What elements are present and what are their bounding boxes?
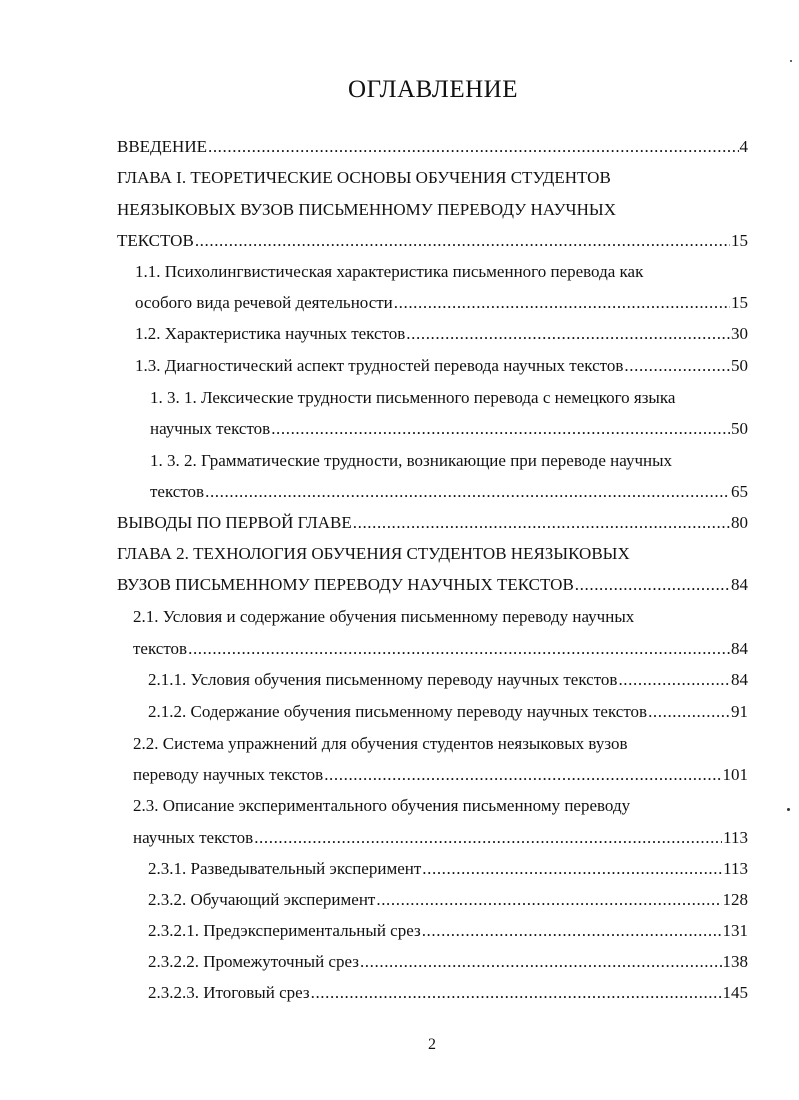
toc-entry-text: 1. 3. 1. Лексические трудности письменного перевода с немецкого языка (150, 388, 676, 407)
toc-entry-text: 2.1.2. Содержание обучения письменному переводу научных текстов (148, 702, 648, 721)
toc-entry-text: 1.1. Психолингвистическая характеристика письменного перевода как (135, 262, 644, 281)
toc-entry-text: ТЕКСТОВ (117, 231, 194, 250)
toc-entry-text: особого вида речевой деятельности (135, 293, 393, 312)
dot-leader (271, 413, 730, 444)
toc-entry-2-3-2-2[interactable] (148, 946, 748, 977)
toc-page-number: 15 (731, 231, 748, 250)
toc-entry-chapter-1-end[interactable] (117, 225, 748, 256)
toc-page-number: 84 (731, 575, 748, 594)
toc-entry-text: научных текстов (133, 828, 254, 847)
dot-leader (422, 853, 722, 884)
toc-entry-introduction[interactable] (117, 131, 748, 162)
toc-entry-text: 2.3.2.3. Итоговый срез (148, 983, 310, 1002)
toc-page-number: 30 (731, 324, 748, 343)
toc-entry-chapter-2-end[interactable] (117, 569, 748, 600)
toc-page-number: 65 (731, 482, 748, 501)
toc-entry-1-3-1[interactable] (150, 382, 748, 413)
toc-page-number: 84 (731, 670, 748, 689)
dot-leader (254, 822, 722, 853)
dot-leader (648, 696, 730, 727)
toc-page-number: 101 (722, 765, 748, 784)
toc-entry-text: НЕЯЗЫКОВЫХ ВУЗОВ ПИСЬМЕННОМУ ПЕРЕВОДУ НАУЧНЫХ (117, 200, 616, 219)
dot-leader (311, 977, 722, 1008)
dot-leader (575, 569, 730, 600)
toc-entry-text: 2.3.2. Обучающий эксперимент (148, 890, 376, 909)
dot-leader (618, 664, 730, 695)
toc-entry-chapter-1-cont[interactable] (117, 194, 748, 225)
toc-page-number: 80 (731, 513, 748, 532)
toc-entry-text: 2.3.1. Разведывательный эксперимент (148, 859, 422, 878)
toc-entry-2-2[interactable] (133, 728, 748, 759)
toc-entry-text: 2.1.1. Условия обучения письменному переводу научных текстов (148, 670, 618, 689)
toc-page-number: 50 (731, 419, 748, 438)
toc-entry-2-3-1[interactable] (148, 853, 748, 884)
toc-entry-text: 2.3.2.1. Предэкспериментальный срез (148, 921, 421, 940)
toc-entry-1-1-end[interactable] (135, 287, 748, 318)
toc-entry-text: 2.3. Описание экспериментального обучения письменному переводу (133, 796, 631, 815)
toc-entry-text: ВУЗОВ ПИСЬМЕННОМУ ПЕРЕВОДУ НАУЧНЫХ ТЕКСТОВ (117, 575, 574, 594)
toc-entry-text: 1.2. Характеристика научных текстов (135, 324, 406, 343)
dot-leader (394, 287, 730, 318)
toc-entry-1-3[interactable] (135, 350, 748, 381)
toc-page-number: 4 (739, 137, 748, 156)
toc-entry-2-1-1[interactable] (148, 664, 748, 695)
toc-page-number: 84 (731, 639, 748, 658)
toc-page-number: 113 (723, 859, 748, 878)
toc-entry-text: научных текстов (150, 419, 271, 438)
toc-entry-2-3[interactable] (133, 790, 748, 821)
toc-entry-text: ГЛАВА I. ТЕОРЕТИЧЕСКИЕ ОСНОВЫ ОБУЧЕНИЯ СТУДЕНТОВ (117, 168, 611, 187)
dot-leader (188, 633, 730, 664)
toc-entry-text: ГЛАВА 2. ТЕХНОЛОГИЯ ОБУЧЕНИЯ СТУДЕНТОВ НЕЯЗЫКОВЫХ (117, 544, 630, 563)
toc-page-number: 145 (722, 983, 748, 1002)
dot-leader (422, 915, 722, 946)
toc-entry-text: текстов (133, 639, 188, 658)
dot-leader (205, 476, 730, 507)
toc-entry-1-2[interactable] (135, 318, 748, 349)
toc-page-number: 15 (731, 293, 748, 312)
toc-entry-2-3-2-1[interactable] (148, 915, 748, 946)
toc-page-number: 138 (722, 952, 748, 971)
toc-entry-2-3-2[interactable] (148, 884, 748, 915)
toc-entry-chapter-2[interactable] (117, 538, 748, 569)
toc-entry-text: ВВЕДЕНИЕ (117, 137, 207, 156)
dot-leader (624, 350, 730, 381)
dot-leader (360, 946, 722, 977)
toc-entry-1-1[interactable] (135, 256, 748, 287)
toc-entry-1-3-1-end[interactable] (150, 413, 748, 444)
toc-entry-text: 2.1. Условия и содержание обучения письменному переводу научных (133, 607, 635, 626)
toc-entry-chapter-1-conclusions[interactable] (117, 507, 748, 538)
dot-leader (324, 759, 721, 790)
toc-entry-2-3-2-3[interactable] (148, 977, 748, 1008)
page-title: ОГЛАВЛЕНИЕ (348, 76, 518, 103)
toc-entry-chapter-1[interactable] (117, 162, 748, 193)
scan-speck (790, 60, 792, 62)
toc-page-number: 128 (722, 890, 748, 909)
dot-leader (353, 507, 730, 538)
dot-leader (195, 225, 730, 256)
toc-entry-text: 1.3. Диагностический аспект трудностей перевода научных текстов (135, 356, 624, 375)
toc-entry-2-2-end[interactable] (133, 759, 748, 790)
toc-entry-2-1-2[interactable] (148, 696, 748, 727)
toc-page-number: 131 (722, 921, 748, 940)
dot-leader (376, 884, 721, 915)
toc-entry-text: текстов (150, 482, 205, 501)
toc-entry-2-1[interactable] (133, 601, 748, 632)
toc-page-number: 50 (731, 356, 748, 375)
toc-entry-1-3-2-end[interactable] (150, 476, 748, 507)
toc-entry-2-1-end[interactable] (133, 633, 748, 664)
toc-entry-2-3-end[interactable] (133, 822, 748, 853)
scan-speck (787, 808, 790, 811)
toc-entry-text: переводу научных текстов (133, 765, 324, 784)
toc-page-number: 91 (731, 702, 748, 721)
dot-leader (208, 131, 739, 162)
page-number: 2 (428, 1036, 436, 1053)
toc-entry-text: 2.3.2.2. Промежуточный срез (148, 952, 359, 971)
toc-entry-text: ВЫВОДЫ ПО ПЕРВОЙ ГЛАВЕ (117, 513, 352, 532)
toc-page-number: 113 (723, 828, 748, 847)
toc-entry-text: 2.2. Система упражнений для обучения студентов неязыковых вузов (133, 734, 628, 753)
dot-leader (406, 318, 730, 349)
toc-entry-text: 1. 3. 2. Грамматические трудности, возникающие при переводе научных (150, 451, 673, 470)
toc-entry-1-3-2[interactable] (150, 445, 748, 476)
